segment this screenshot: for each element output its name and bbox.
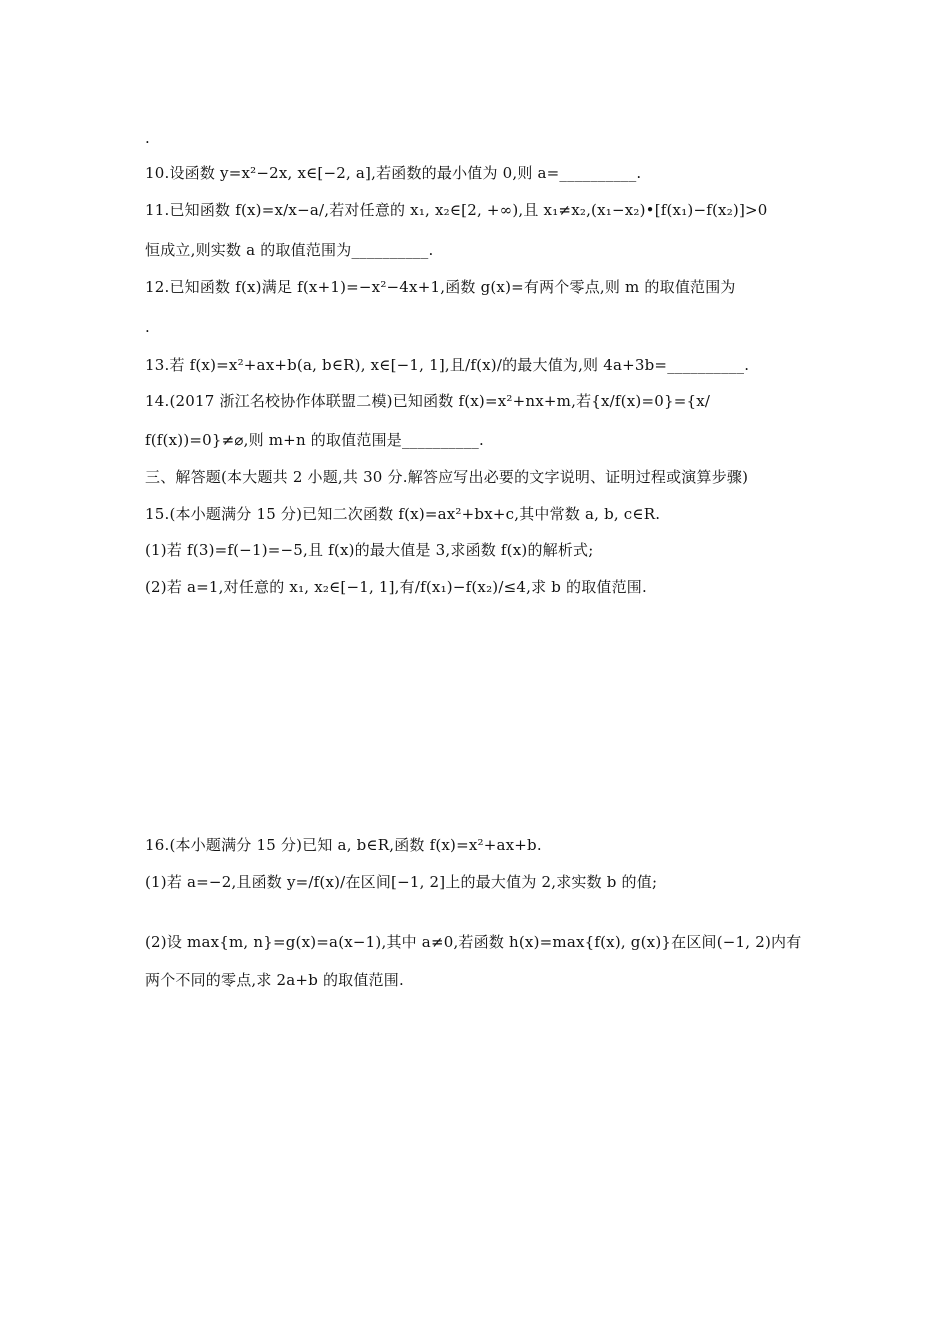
stray-period: . [145, 129, 150, 147]
problem-12-line-2: . [145, 318, 150, 336]
problem-12-line-1: 12.已知函数 f(x)满足 f(x+1)=−x²−4x+1,函数 g(x)=有两个零点,则 m 的取值范围为 [145, 278, 736, 296]
problem-16-part-2-line-2: 两个不同的零点,求 2a+b 的取值范围. [145, 971, 404, 989]
problem-15: 15.(本小题满分 15 分)已知二次函数 f(x)=ax²+bx+c,其中常数 a, b, c∈R. [145, 505, 661, 523]
problem-15-part-2: (2)若 a=1,对任意的 x₁, x₂∈[−1, 1],有/f(x₁)−f(x₂)/≤4,求 b 的取值范围. [145, 578, 647, 596]
problem-14-line-1: 14.(2017 浙江名校协作体联盟二模)已知函数 f(x)=x²+nx+m,若{x/f(x)=0}={x/ [145, 392, 711, 410]
problem-16: 16.(本小题满分 15 分)已知 a, b∈R,函数 f(x)=x²+ax+b. [145, 836, 542, 854]
problem-14-line-2: f(f(x))=0}≠⌀,则 m+n 的取值范围是__________. [145, 431, 484, 449]
problem-15-part-1: (1)若 f(3)=f(−1)=−5,且 f(x)的最大值是 3,求函数 f(x)的解析式; [145, 541, 594, 559]
problem-13: 13.若 f(x)=x²+ax+b(a, b∈R), x∈[−1, 1],且/f(x)/的最大值为,则 4a+3b=__________. [145, 356, 750, 374]
problem-11-line-2: 恒成立,则实数 a 的取值范围为__________. [145, 241, 434, 259]
problem-16-part-1: (1)若 a=−2,且函数 y=/f(x)/在区间[−1, 2]上的最大值为 2,求实数 b 的值; [145, 873, 658, 891]
problem-11-line-1: 11.已知函数 f(x)=x/x−a/,若对任意的 x₁, x₂∈[2, +∞),且 x₁≠x₂,(x₁−x₂)•[f(x₁)−f(x₂)]>0 [145, 201, 768, 219]
section-heading: 三、解答题(本大题共 2 小题,共 30 分.解答应写出必要的文字说明、证明过程或演算步骤) [145, 468, 749, 486]
problem-16-part-2-line-1: (2)设 max{m, n}=g(x)=a(x−1),其中 a≠0,若函数 h(x)=max{f(x), g(x)}在区间(−1, 2)内有 [145, 933, 802, 951]
problem-10: 10.设函数 y=x²−2x, x∈[−2, a],若函数的最小值为 0,则 a=__________. [145, 164, 642, 182]
